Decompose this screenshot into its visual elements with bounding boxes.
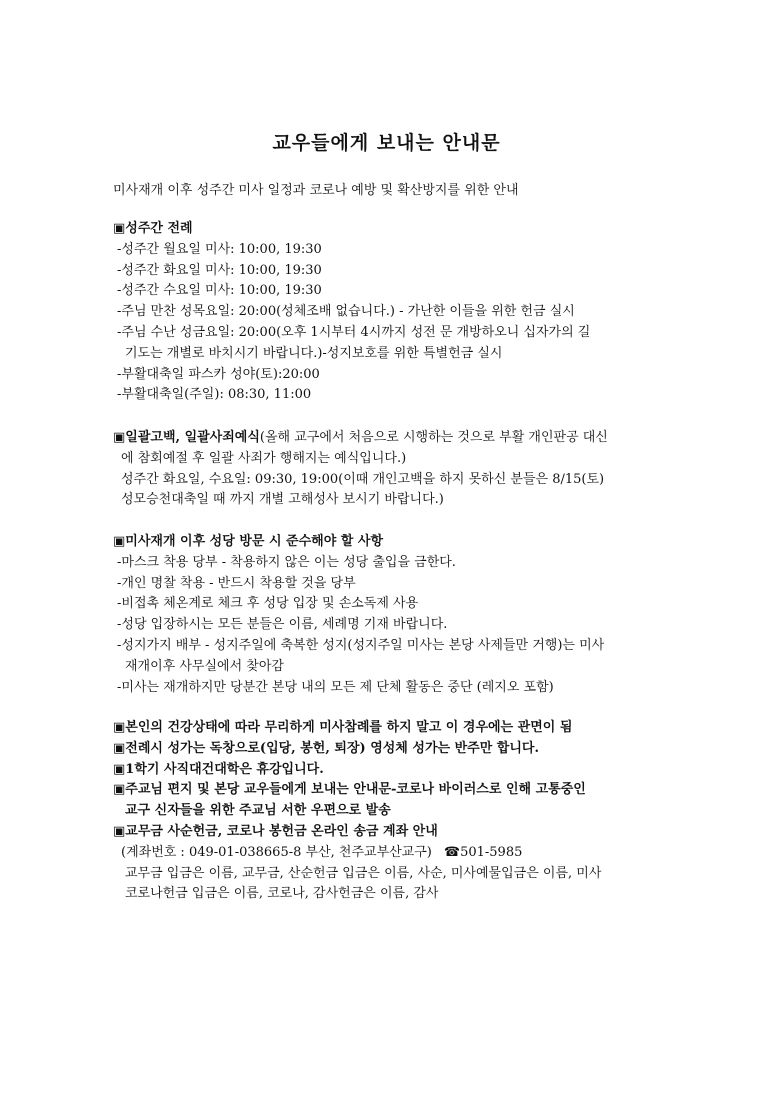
section-heading: ▣일괄고백, 일괄사죄예식: [113, 430, 260, 445]
list-item: -부활대축일 파스카 성야(토):20:00: [117, 366, 320, 382]
page-title: 교우들에게 보내는 안내문: [272, 132, 501, 154]
notice-item: ▣본인의 건강상태에 따라 무리하게 미사참례를 하지 말고 이 경우에는 관면이 됨: [113, 720, 573, 735]
notice-item-continued: 교구 신자들을 위한 주교님 서한 우편으로 발송: [125, 803, 391, 819]
list-item: -부활대축일(주일): 08:30, 11:00: [117, 387, 312, 403]
notice-item: ▣교무금 사순헌금, 코로나 봉헌금 온라인 송금 계좌 안내: [113, 823, 438, 839]
list-item: -미사는 재개하지만 당분간 본당 내의 모든 제 단체 활동은 중단 (레지오 포함): [117, 679, 554, 695]
note-line: 코로나헌금 입금은 이름, 코로나, 감사헌금은 이름, 감사: [125, 886, 439, 902]
telephone-icon: ☎: [443, 844, 461, 860]
notice-item: ▣1학기 사직대건대학은 휴강입니다.: [113, 761, 324, 777]
list-item-continued: 기도는 개별로 바치시기 바랍니다.)-성지보호를 위한 특별헌금 실시: [125, 345, 503, 361]
list-item: -주님 만찬 성목요일: 20:00(성체조배 없습니다.) - 가난한 이들을 위한 헌금 실시: [117, 304, 575, 320]
account-number: (계좌번호 : 049-01-038665-8 부산, 천주교부산교구): [121, 844, 432, 860]
list-item: -개인 명찰 착용 - 반드시 착용할 것을 당부: [117, 575, 356, 591]
paragraph-line: 에 참회예절 후 일괄 사죄가 행해지는 예식입니다.): [121, 450, 407, 466]
list-item: -성주간 월요일 미사: 10:00, 19:30: [117, 241, 322, 257]
list-item: -비접촉 체온계로 체크 후 성당 입장 및 손소독제 사용: [117, 596, 419, 612]
note-line: 교무금 입금은 이름, 교무금, 산순헌금 입금은 이름, 사순, 미사예물입금은 이름, 미사: [125, 865, 602, 881]
paragraph-line: 성모승천대축일 때 까지 개별 고해성사 보시기 바랍니다.): [121, 492, 444, 508]
section-holy-week-liturgy: [113, 219, 658, 406]
list-item: -성당 입장하시는 모든 분들은 이름, 세례명 기재 바랍니다.: [117, 617, 448, 633]
list-item-continued: 재개이후 사무실에서 찾아감: [125, 658, 284, 674]
section-heading-line: [113, 428, 658, 449]
phone-number: 501-5985: [460, 844, 523, 860]
list-item: -마스크 착용 당부 - 착용하지 않은 이는 성당 출입을 금한다.: [117, 554, 456, 570]
intro-text: 미사재개 이후 성주간 미사 일정과 코로나 예방 및 확산방지를 위한 안내: [113, 183, 519, 198]
account-line: [113, 843, 658, 864]
list-item: -주님 수난 성금요일: 20:00(오후 1시부터 4시까지 성전 문 개방하오니 십자가의 길: [117, 324, 591, 340]
section-visit-rules: [113, 532, 658, 698]
notice-item: ▣주교님 편지 및 본당 교우들에게 보내는 안내문-코로나 바이러스로 인해 고통중인: [113, 782, 586, 798]
section-notices: [113, 718, 658, 905]
section-heading: ▣성주간 전례: [113, 221, 193, 236]
list-item: -성지가지 배부 - 성지주일에 축복한 성지(성지주일 미사는 본당 사제들만 거행)는 미사: [117, 637, 605, 653]
notice-item: ▣전례시 성가는 독창으로(입당, 봉헌, 퇴장) 영성체 성가는 반주만 합니다.: [113, 740, 539, 756]
section-general-confession: [113, 428, 658, 511]
list-item: -성주간 화요일 미사: 10:00, 19:30: [117, 262, 322, 278]
section-heading-tail: (올해 교구에서 처음으로 시행하는 것으로 부활 개인판공 대신: [259, 430, 608, 445]
list-item: -성주간 수요일 미사: 10:00, 19:30: [117, 283, 322, 299]
section-heading: ▣미사재개 이후 성당 방문 시 준수해야 할 사항: [113, 534, 384, 549]
paragraph-line: 성주간 화요일, 수요일: 09:30, 19:00(이때 개인고백을 하지 못하신 분들은 8/15(토): [121, 471, 605, 487]
